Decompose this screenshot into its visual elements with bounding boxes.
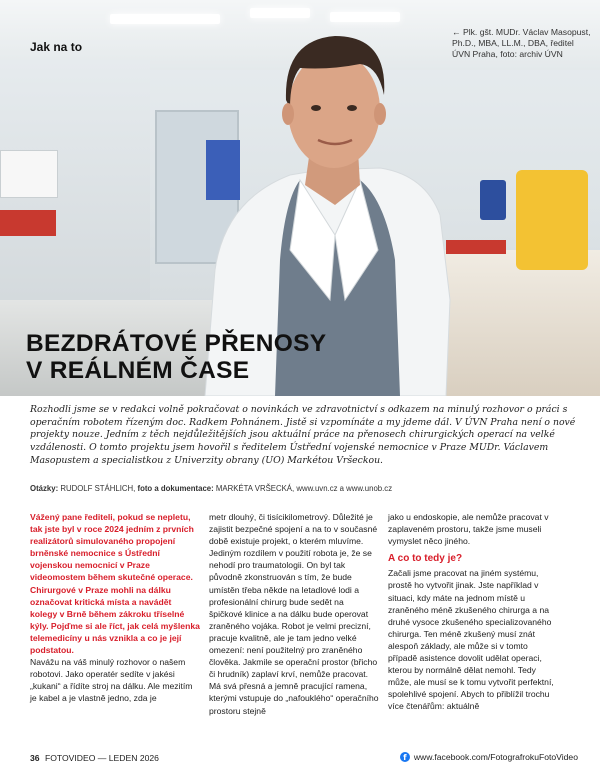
interview-question: A co to tedy je?	[388, 553, 463, 565]
article-lead: Rozhodli jsme se v redakci volně pokračovat o novinkách ve zdravotnictví s odkazem na minulý rozhovor o práci s operačním robotem řízeným doc. Radkem Pohnánem. Jistě si vzpomínáte a my jdeme dál. V ÚVN Praha není o nové projekty nouze. Jedním z těch nejdůležitějších jsou aktuální práce na přenosech chirurgických operací na velké vzdálenosti. O tomto projektu jsem hovořil s ředitelem Ústřední vojenské nemocnice v Praze MUDr. Václavem Masopustem a specialistkou z Univerzity obrany (UO) Markétou Vršeckou.	[30, 404, 576, 466]
facebook-icon: f	[400, 752, 410, 762]
text-column-2	[209, 511, 379, 717]
interview-answer: Navážu na váš minulý rozhovor o našem robotovi. Jako operatér sedíte v jakési „kukani“ a řídíte stroj na dálku. Ale mezitím je kabel a je vlastně jedno, zda je	[30, 657, 193, 704]
credits-photo-value: MARKÉTA VRŠECKÁ, www.uvn.cz a www.unob.cz	[215, 484, 393, 493]
credits-photo-label: foto a dokumentace:	[137, 484, 214, 493]
footer-folio	[30, 753, 159, 763]
interview-answer: metr dlouhý, či tisícikilometrový. Důležité je zajistit bezpečné spojení a na to v současné době existuje projekt, o kterém mluvíme. Jediným rozdílem v použití robota je, že se nehodí pro traumatologii. On byl tak původně zkonstruován s tím, že bude umístěn třeba někde na letadlové lodi a profesionální chirurg bude sedět na špičkové klinice a na dálku bude operovat zraněného vojáka. Robot je velmi precizní, pracuje kvalitně, ale je tam jedno velké omezení: není použitelný pro zraněného člověka. Jakmile se operační prostor (břicho či hrudník) zaplaví krví, nemůže pracovat. Má svá přesná a jemně pracující ramena, kterými vstupuje do „nafouklého“ operačního prostoru stejně	[209, 512, 379, 716]
article-headline	[26, 330, 356, 384]
text-column-1	[30, 511, 200, 705]
headline-line-1: BEZDRÁTOVÉ PŘENOSY	[26, 330, 327, 357]
page-number: 36	[30, 753, 40, 763]
credits-questions-label: Otázky:	[30, 484, 59, 493]
facebook-link[interactable]: www.facebook.com/FotografrokuFotoVideo	[413, 752, 578, 762]
interview-answer: Začali jsme pracovat na jiném systému, prostě ho vytvořit jinak. Jste například v situaci, kdy máte na jednom místě u zraněného méně zkušeného chirurga a na druhé vysoce zkušeného specializovaného chirurga. Ten méně zkušený musí znát alespoň základy, ale může si v tomto případě asistence dovolit udělat operaci, kterou by normálně dělat nemohl. Tedy může, ale musí se k tomu vytvořit perfektní, spolehlivé spojení. Abych to přiblížil trochu více čtenářům: aktuálně	[388, 568, 554, 712]
photo-caption	[452, 27, 592, 61]
section-label: Jak na to	[30, 40, 83, 54]
interview-answer: jako u endoskopie, ale nemůže pracovat v zaplaveném prostoru, takže jsme museli vymyslet něco jiného.	[388, 512, 549, 547]
magazine-issue: FOTOVIDEO — LEDEN 2026	[44, 753, 159, 763]
arrow-left-icon: ←	[452, 27, 461, 37]
footer-social[interactable]	[400, 752, 578, 762]
article-credits	[30, 484, 578, 493]
photo-caption-text: Plk. gšt. MUDr. Václav Masopust, Ph.D., MBA, LL.M., DBA, ředitel ÚVN Praha, foto: archiv ÚVN	[452, 27, 591, 60]
interview-question: Vážený pane řediteli, pokud se nepletu, tak jste byl v roce 2024 jedním z prvních realizátorů simulovaného propojení brněnské nemocnice s Ústřední vojenskou nemocnicí v Praze videomostem během skutečné operace. Chirurgové v Praze mohli na dálku označovat kritická místa a navádět kolegy v Brně během zákroku tříselné kýly. Pojďme si ale říct, jak celá myšlenka telemedicíny u nás vznikla a co je její podstatou.	[30, 512, 200, 656]
credits-questions-value: RUDOLF STÁHLICH,	[60, 484, 136, 493]
headline-line-2: V REÁLNÉM ČASE	[26, 357, 250, 384]
text-column-3	[388, 511, 558, 713]
